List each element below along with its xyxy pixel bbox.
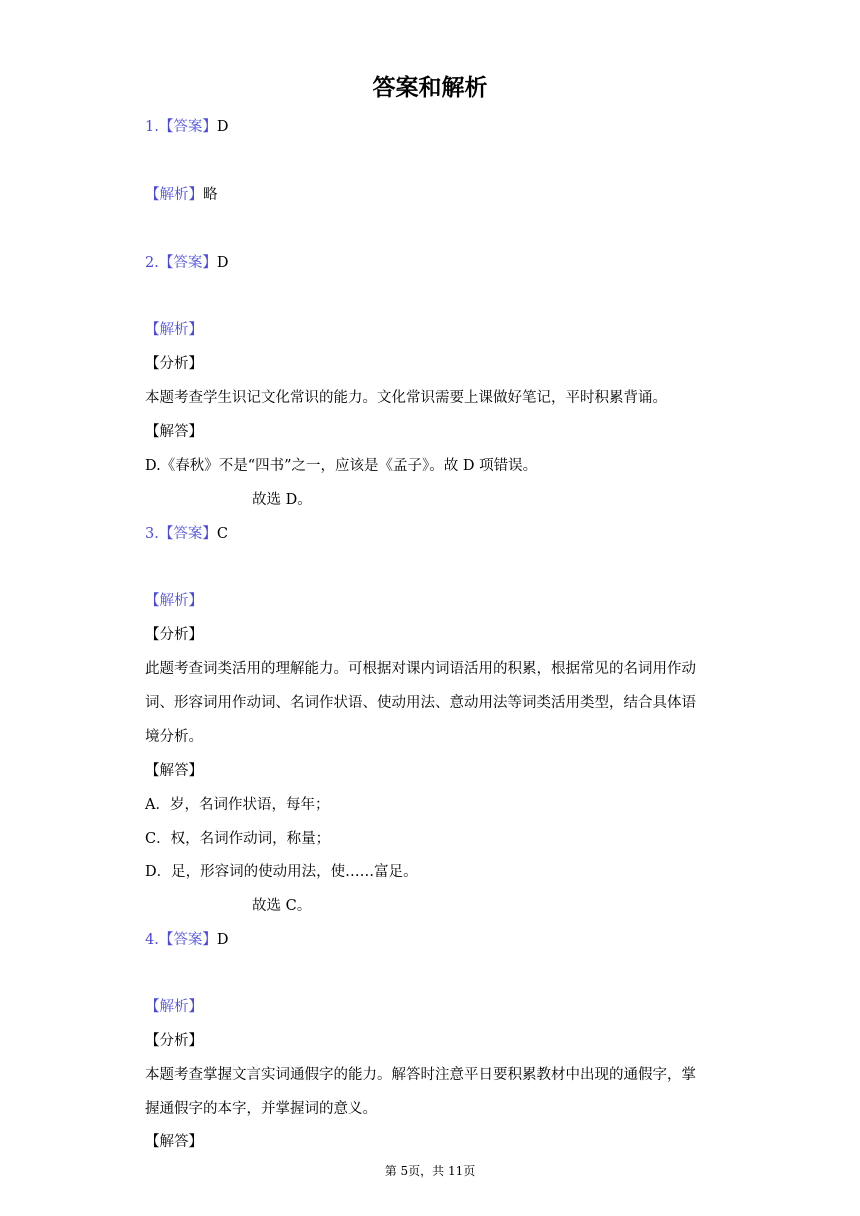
q3-conclusion: 故选 C。 <box>252 898 312 914</box>
q2-number: 2. <box>145 255 159 271</box>
q4-fenxi-line: 本题考查掌握文言实词通假字的能力。解答时注意平日要积累教材中出现的通假字，掌 <box>145 1067 696 1083</box>
q2-analysis-tag: 【解析】 <box>145 322 203 338</box>
q2-jieda-tag: 【解答】 <box>145 424 203 440</box>
q4-jieda-tag: 【解答】 <box>145 1134 203 1150</box>
q2-fenxi-tag: 【分析】 <box>145 356 203 372</box>
q3-fenxi-line: 此题考查词类活用的理解能力。可根据对课内词语活用的积累，根据常见的名词用作动 <box>145 661 696 677</box>
q2-fenxi-text: 本题考查学生识记文化常识的能力。文化常识需要上课做好笔记，平时积累背诵。 <box>145 390 667 406</box>
q1-answer-value: D <box>216 119 229 135</box>
q2-answer-tag: 【答案】 <box>158 255 217 271</box>
q1-answer-tag: 【答案】 <box>158 119 217 135</box>
q2-conclusion: 故选 D。 <box>252 492 312 508</box>
q3-jieda-line: C．权，名词作动词，称量； <box>145 831 331 847</box>
q4-fenxi-tag: 【分析】 <box>145 1033 203 1049</box>
q4-number: 4. <box>145 932 159 948</box>
q3-analysis-tag: 【解析】 <box>145 593 203 609</box>
q3-fenxi-line: 境分析。 <box>145 729 203 745</box>
q3-answer-tag: 【答案】 <box>158 526 217 542</box>
q3-fenxi-tag: 【分析】 <box>145 627 203 643</box>
q4-analysis-tag: 【解析】 <box>145 999 203 1015</box>
q4-answer-value: D <box>216 932 229 948</box>
q2-jieda-line: D.《春秋》不是“四书”之一，应该是《孟子》。故 D 项错误。 <box>145 458 538 474</box>
q1-analysis-text: 略 <box>203 187 218 203</box>
q3-jieda-line: A．岁，名词作状语，每年； <box>145 797 330 813</box>
q2-answer-line <box>145 252 228 274</box>
q1-analysis-tag: 【解析】 <box>145 187 203 203</box>
q3-number: 3. <box>145 526 159 542</box>
q1-number: 1. <box>145 119 159 135</box>
q1-answer-line <box>145 116 228 138</box>
q3-fenxi-line: 词、形容词用作动词、名词作状语、使动用法、意动用法等词类活用类型，结合具体语 <box>145 695 696 711</box>
page-footer: 第 5页，共 11页 <box>384 1164 476 1178</box>
q1-analysis-line <box>145 184 218 206</box>
q2-answer-value: D <box>216 255 229 271</box>
q4-answer-tag: 【答案】 <box>158 932 217 948</box>
q4-fenxi-line: 握通假字的本字，并掌握词的意义。 <box>145 1101 377 1117</box>
q3-answer-value: C <box>216 526 228 542</box>
q3-answer-line <box>145 523 228 545</box>
q3-jieda-line: D．足，形容词的使动用法，使……富足。 <box>145 864 418 880</box>
q3-jieda-tag: 【解答】 <box>145 763 203 779</box>
q4-answer-line <box>145 929 228 951</box>
page-title: 答案和解析 <box>372 74 488 101</box>
